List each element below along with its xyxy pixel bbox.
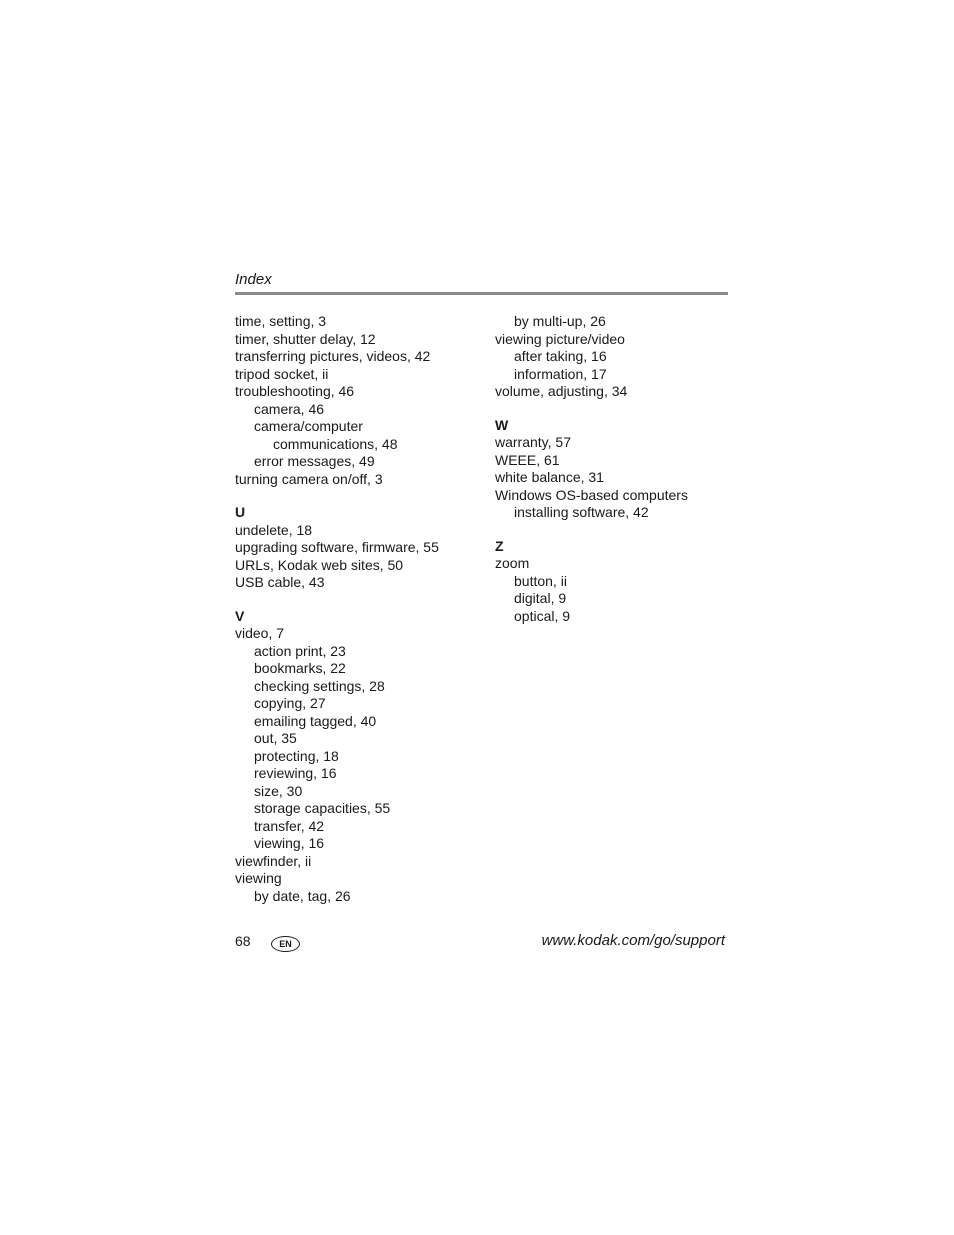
index-column-right [495, 313, 728, 625]
index-subentry: by date, tag, 26 [254, 887, 351, 904]
page-header-title: Index [235, 271, 272, 288]
index-entry: time, setting, 3 [235, 313, 327, 329]
index-subentry: information, 17 [514, 365, 607, 382]
index-subentry: installing software, 42 [514, 504, 649, 520]
index-entry: zoom [495, 555, 530, 571]
index-subentry: button, ii [514, 572, 567, 589]
index-subentry: transfer, 42 [254, 817, 325, 834]
index-subentry: action print, 23 [254, 642, 346, 659]
index-subentry: optical, 9 [514, 607, 571, 624]
index-subentry: viewing, 16 [254, 835, 325, 851]
index-subentry: digital, 9 [514, 590, 567, 606]
index-subentry: camera, 46 [254, 400, 325, 417]
index-subentry: reviewing, 16 [254, 765, 337, 781]
page-number: 68 [235, 933, 251, 949]
header-divider [235, 292, 728, 295]
index-entry: timer, shutter delay, 12 [235, 330, 376, 347]
index-entry: warranty, 57 [495, 434, 571, 450]
index-entry: transferring pictures, videos, 42 [235, 348, 431, 364]
language-badge-icon: EN [271, 936, 300, 952]
index-letter-heading: V [235, 607, 245, 624]
index-subentry: size, 30 [254, 782, 303, 799]
index-subentry: communications, 48 [273, 435, 398, 452]
index-subentry: emailing tagged, 40 [254, 712, 377, 729]
index-entry: volume, adjusting, 34 [495, 383, 628, 399]
support-url: www.kodak.com/go/support [541, 932, 725, 949]
index-subentry: copying, 27 [254, 695, 326, 711]
index-column-left [235, 313, 485, 905]
index-subentry: camera/computer [254, 418, 363, 434]
index-entry: troubleshooting, 46 [235, 383, 355, 399]
index-entry: Windows OS-based computers [495, 486, 688, 503]
index-entry: undelete, 18 [235, 521, 313, 538]
index-entry: viewing picture/video [495, 330, 625, 347]
index-entry: white balance, 31 [495, 469, 604, 485]
index-entry: turning camera on/off, 3 [235, 470, 383, 487]
index-subentry: bookmarks, 22 [254, 660, 346, 676]
index-letter-heading: U [235, 504, 246, 520]
index-entry: USB cable, 43 [235, 574, 325, 590]
index-subentry: protecting, 18 [254, 747, 339, 764]
index-letter-heading: Z [495, 537, 504, 554]
index-subentry: out, 35 [254, 730, 297, 746]
index-subentry: by multi-up, 26 [514, 313, 606, 329]
index-entry: tripod socket, ii [235, 365, 329, 382]
index-entry: viewing [235, 870, 282, 886]
index-entry: WEEE, 61 [495, 451, 560, 468]
index-subentry: checking settings, 28 [254, 677, 385, 694]
index-entry: video, 7 [235, 625, 285, 641]
index-subentry: after taking, 16 [514, 348, 607, 364]
index-entry: URLs, Kodak web sites, 50 [235, 556, 404, 573]
index-subentry: error messages, 49 [254, 453, 375, 469]
index-entry: upgrading software, firmware, 55 [235, 539, 439, 555]
index-entry: viewfinder, ii [235, 852, 312, 869]
index-letter-heading: W [495, 416, 509, 433]
index-subentry: storage capacities, 55 [254, 800, 391, 816]
